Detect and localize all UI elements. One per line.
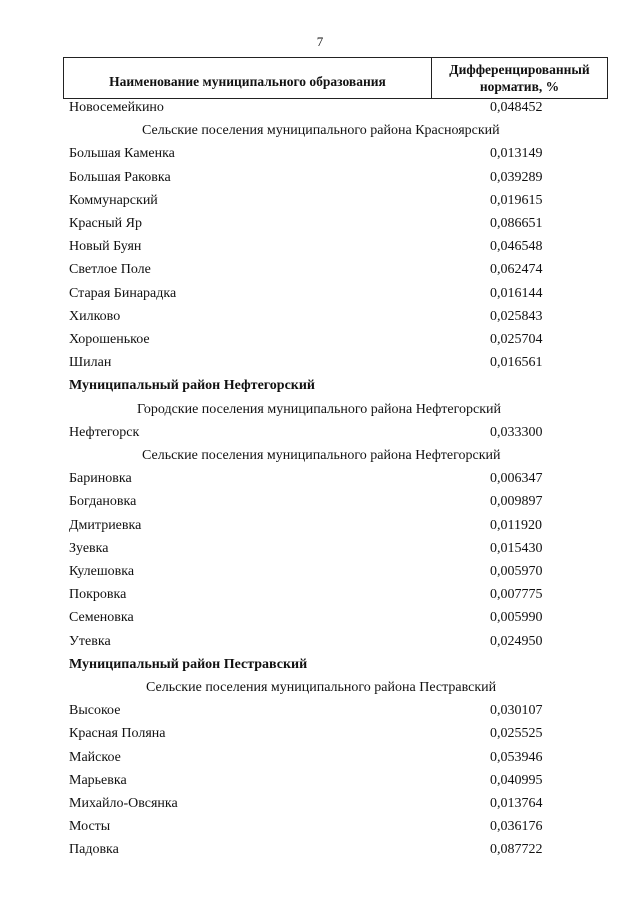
column-header-name: Наименование муниципального образования <box>64 58 432 98</box>
table-row <box>0 190 640 212</box>
normative-value: 0,011920 <box>490 518 542 533</box>
table-row <box>0 607 640 629</box>
district-heading: Муниципальный район Пестравский <box>69 657 308 672</box>
municipality-name: Хорошенькое <box>69 332 150 347</box>
municipality-name: Падовка <box>69 842 119 857</box>
normative-value: 0,025525 <box>490 726 543 741</box>
table-row <box>0 839 640 861</box>
normative-value: 0,033300 <box>490 425 543 440</box>
table-row <box>0 167 640 189</box>
table-row <box>0 329 640 351</box>
table-row <box>0 283 640 305</box>
municipality-name: Утевка <box>69 634 111 649</box>
normative-value: 0,005990 <box>490 610 543 625</box>
section-subheader-text: Городские поселения муниципального района Нефтегорский <box>137 402 501 417</box>
municipality-name: Семеновка <box>69 610 134 625</box>
normative-value: 0,009897 <box>490 494 543 509</box>
table-row <box>0 97 640 119</box>
normative-value: 0,062474 <box>490 262 543 277</box>
table-row <box>0 816 640 838</box>
municipality-name: Большая Раковка <box>69 170 171 185</box>
table-row <box>0 491 640 513</box>
table-row <box>0 515 640 537</box>
normative-value: 0,036176 <box>490 819 543 834</box>
table-row <box>0 538 640 560</box>
municipality-name: Марьевка <box>69 773 127 788</box>
table-row <box>0 143 640 165</box>
normative-value: 0,005970 <box>490 564 543 579</box>
municipality-name: Мосты <box>69 819 111 834</box>
municipality-name: Нефтегорск <box>69 425 140 440</box>
section-subheader <box>0 445 640 467</box>
normative-value: 0,007775 <box>490 587 543 602</box>
column-header-value-line1: Дифференцированный <box>449 62 590 77</box>
normative-value: 0,013764 <box>490 796 543 811</box>
normative-value: 0,030107 <box>490 703 543 718</box>
municipality-name: Зуевка <box>69 541 109 556</box>
column-header-value-line2: норматив, % <box>479 79 560 94</box>
normative-value: 0,015430 <box>490 541 543 556</box>
municipality-name: Новосемейкино <box>69 100 164 115</box>
table-row <box>0 584 640 606</box>
normative-value: 0,048452 <box>490 100 543 115</box>
table-row <box>0 306 640 328</box>
table-row <box>0 236 640 258</box>
normative-value: 0,046548 <box>490 239 543 254</box>
table-header <box>63 57 608 99</box>
municipality-name: Шилан <box>69 355 112 370</box>
table-row <box>0 561 640 583</box>
normative-value: 0,006347 <box>490 471 543 486</box>
normative-value: 0,087722 <box>490 842 543 857</box>
municipality-name: Покровка <box>69 587 127 602</box>
table-row <box>0 631 640 653</box>
municipality-name: Красная Поляна <box>69 726 166 741</box>
normative-value: 0,025843 <box>490 309 543 324</box>
normative-value: 0,053946 <box>490 750 543 765</box>
district-heading: Муниципальный район Нефтегорский <box>69 378 315 393</box>
municipality-name: Кулешовка <box>69 564 135 579</box>
normative-value: 0,039289 <box>490 170 543 185</box>
municipality-name: Михайло-Овсянка <box>69 796 178 811</box>
table-row <box>0 468 640 490</box>
table-row <box>0 700 640 722</box>
table-row <box>0 747 640 769</box>
table-row <box>0 422 640 444</box>
municipality-name: Богдановка <box>69 494 137 509</box>
table-row <box>0 793 640 815</box>
municipality-name: Светлое Поле <box>69 262 151 277</box>
section-subheader-text: Сельские поселения муниципального района Пестравский <box>146 680 497 695</box>
page-number: 7 <box>316 34 324 49</box>
normative-value: 0,024950 <box>490 634 543 649</box>
section-subheader-text: Сельские поселения муниципального района Красноярский <box>142 123 500 138</box>
municipality-name: Коммунарский <box>69 193 158 208</box>
normative-value: 0,016561 <box>490 355 543 370</box>
normative-value: 0,086651 <box>490 216 543 231</box>
table-row <box>0 723 640 745</box>
municipality-name: Хилково <box>69 309 121 324</box>
table-row <box>0 770 640 792</box>
section-subheader <box>0 677 640 699</box>
municipality-name: Большая Каменка <box>69 146 175 161</box>
municipality-name: Бариновка <box>69 471 132 486</box>
normative-value: 0,040995 <box>490 773 543 788</box>
table-row <box>0 213 640 235</box>
normative-value: 0,013149 <box>490 146 543 161</box>
normative-value: 0,019615 <box>490 193 543 208</box>
municipality-name: Дмитриевка <box>69 518 142 533</box>
table-row <box>0 352 640 374</box>
normative-value: 0,025704 <box>490 332 543 347</box>
section-subheader <box>0 399 640 421</box>
municipality-name: Высокое <box>69 703 121 718</box>
table-row <box>0 259 640 281</box>
municipality-name: Майское <box>69 750 121 765</box>
column-header-value <box>432 58 607 98</box>
municipality-name: Красный Яр <box>69 216 142 231</box>
municipality-name: Старая Бинарадка <box>69 286 177 301</box>
normative-value: 0,016144 <box>490 286 543 301</box>
section-subheader-text: Сельские поселения муниципального района Нефтегорский <box>142 448 501 463</box>
municipality-name: Новый Буян <box>69 239 142 254</box>
section-subheader <box>0 120 640 142</box>
